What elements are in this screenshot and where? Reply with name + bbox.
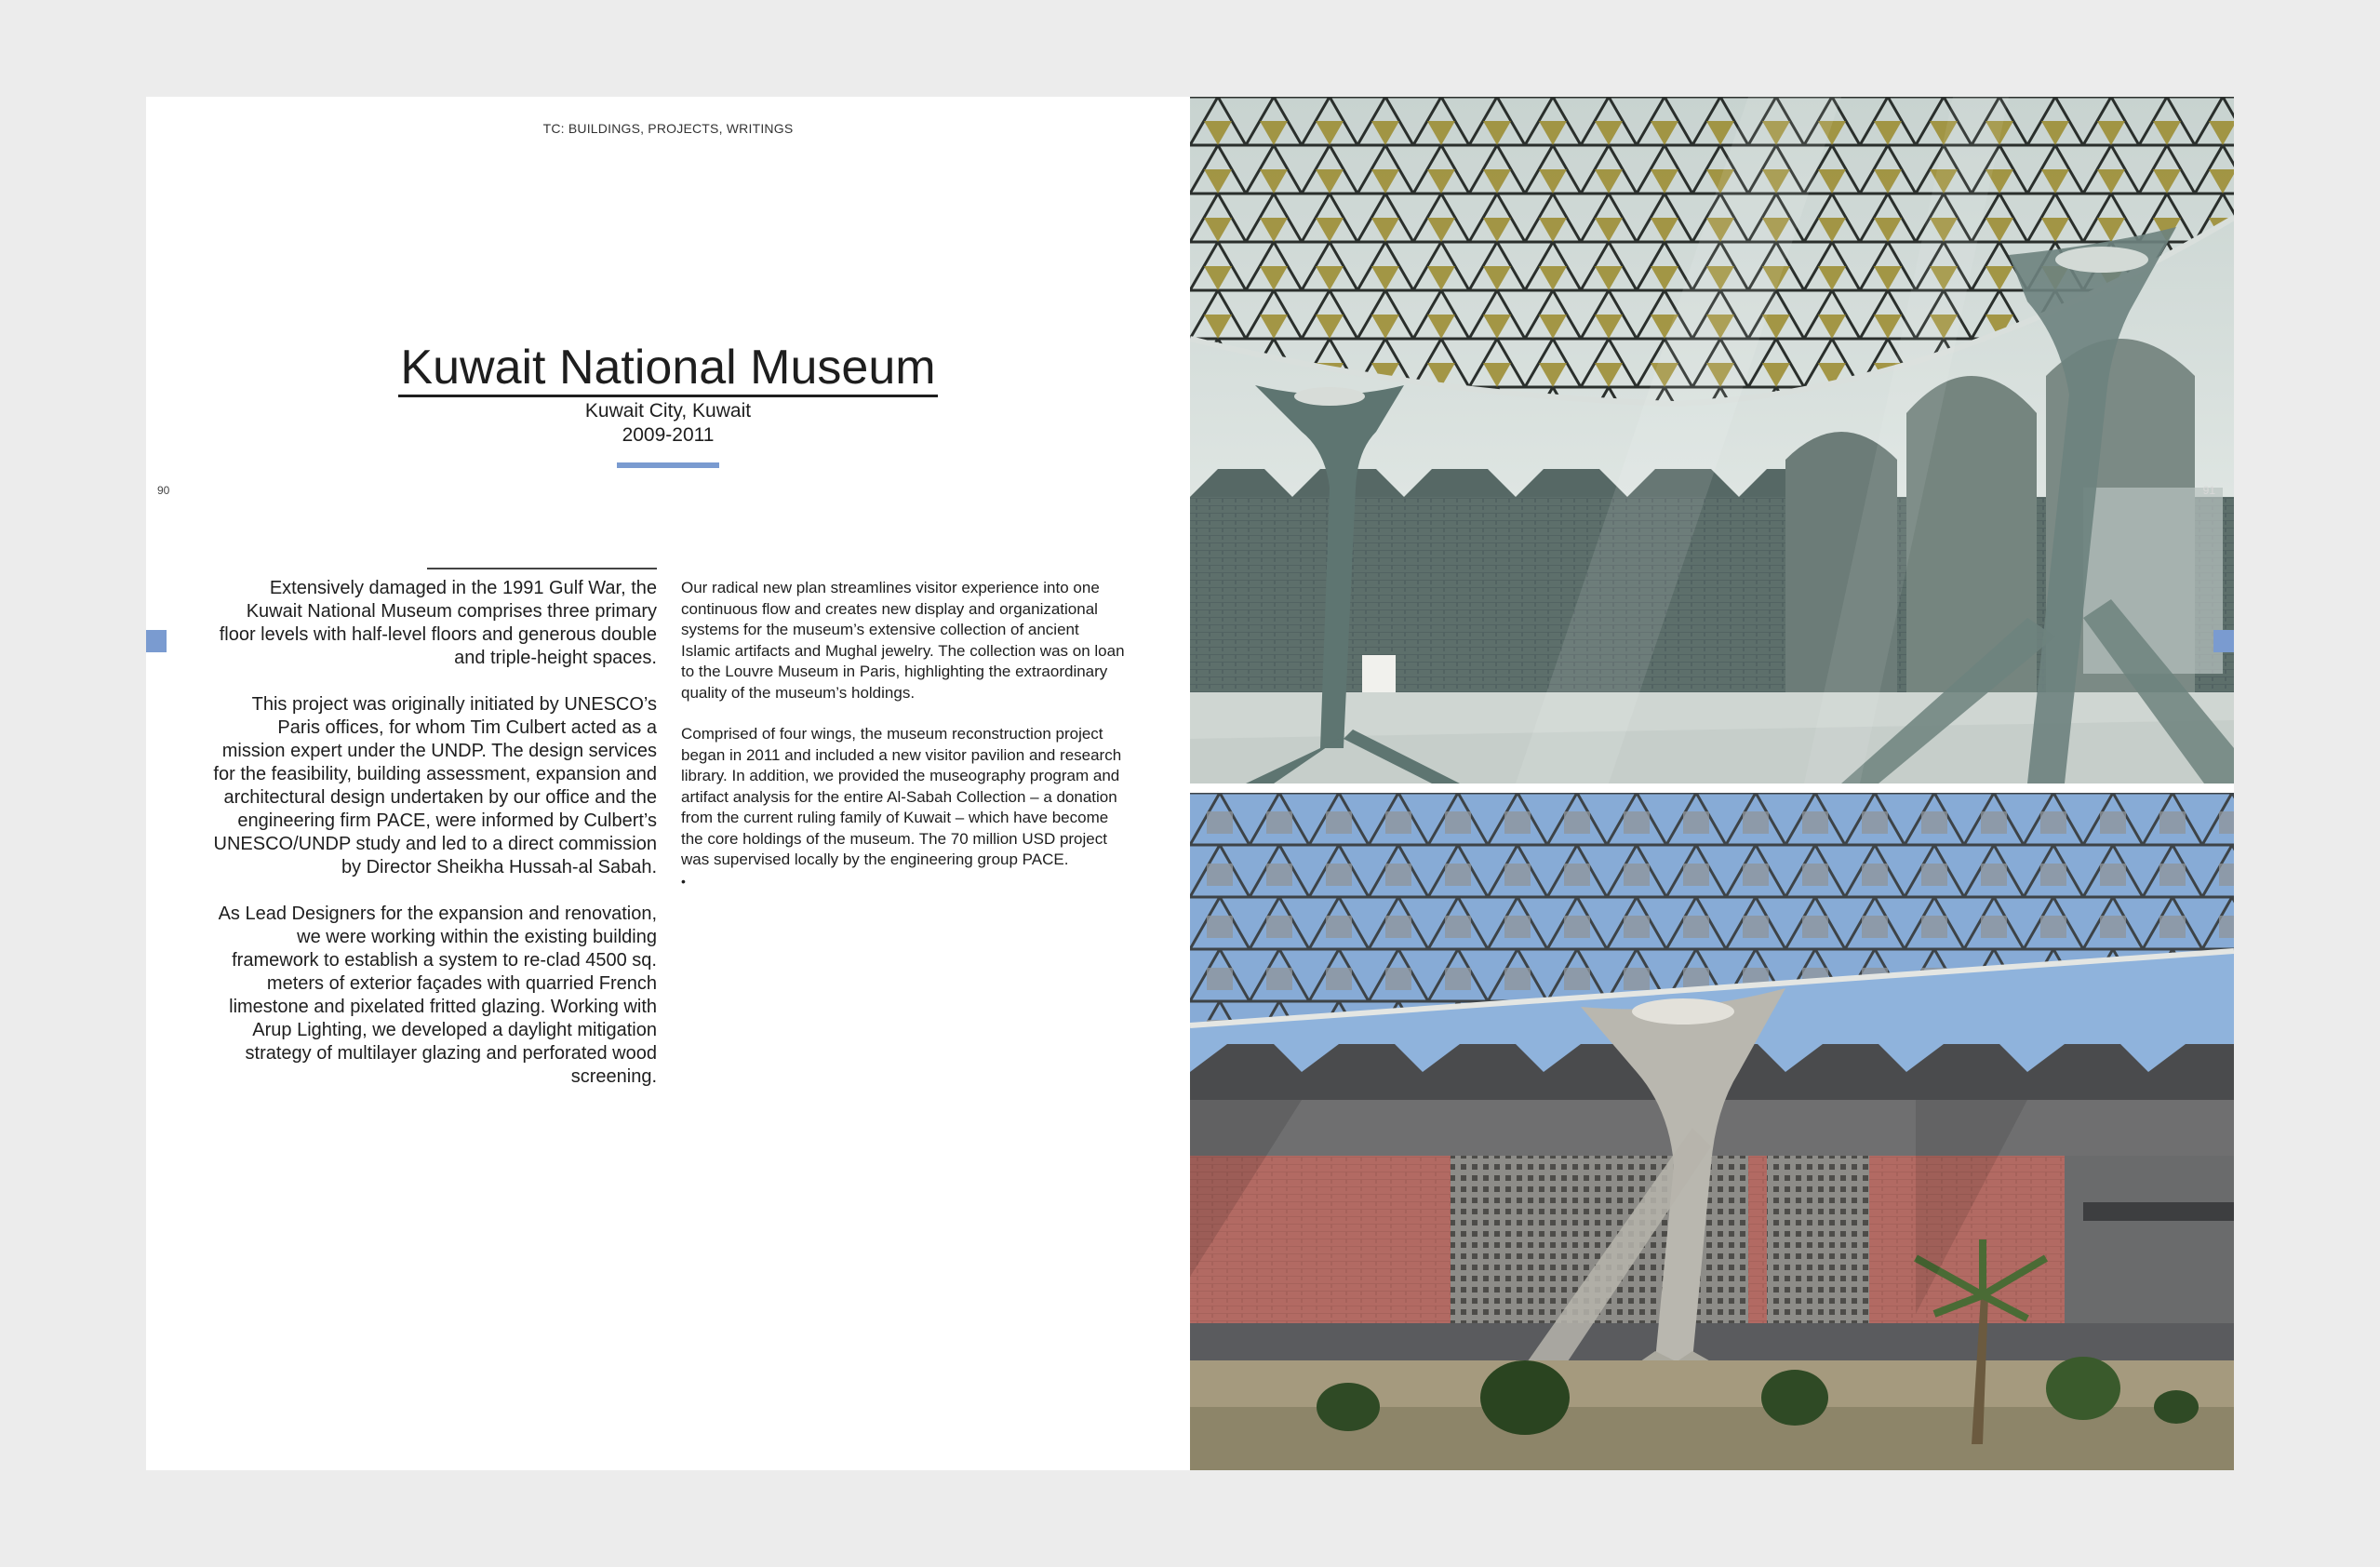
page-number-left: 90 xyxy=(157,484,170,497)
section-tab-marker-left xyxy=(146,630,167,652)
paragraph: Comprised of four wings, the museum reconstruction project began in 2011 and included a new visitor pavilion and research library. In addition, we provided the museography program and artifact analysis for the entire Al-Sabah Collection – a donation from the current ruling family of Kuwait – which have become the core holdings of the museum. The 70 million USD project was supervised locally by the engineering group PACE. xyxy=(681,725,1122,868)
left-text-column xyxy=(211,577,657,1112)
project-title: Kuwait National Museum xyxy=(398,341,937,397)
running-head: TC: BUILDINGS, PROJECTS, WRITINGS xyxy=(542,121,794,136)
right-text-column xyxy=(681,578,1128,888)
page-number-right: 91 xyxy=(2202,484,2215,497)
museum-exterior-illustration xyxy=(1190,793,2234,1470)
title-block xyxy=(146,341,1190,468)
column-rule xyxy=(427,568,657,569)
museum-interior-illustration xyxy=(1190,97,2234,784)
left-page xyxy=(146,97,1190,1470)
right-page xyxy=(1190,97,2234,1470)
paragraph: Extensively damaged in the 1991 Gulf War, the Kuwait National Museum comprises three primary floor levels with half-level floors and generous double and triple-height spaces. xyxy=(219,578,657,668)
section-tab-marker-right xyxy=(2213,630,2234,652)
project-location: Kuwait City, Kuwait xyxy=(584,400,752,422)
paragraph: Our radical new plan streamlines visitor experience into one continuous flow and creates new display and organizational systems for the museum’s extensive collection of ancient Islamic artifacts and Mughal jewelry. The collection was on loan to the Louvre Museum in Paris, highlighting the extraordinary quality of the museum’s holdings. xyxy=(681,579,1125,702)
paragraph: As Lead Designers for the expansion and renovation, we were working within the existing building framework to establish a system to re-clad 4500 sq. meters of exterior façades with quarried French limestone and pixelated fritted glazing. Working with Arup Lighting, we developed a daylight mitigation strategy of multilayer glazing and perforated wood screening. xyxy=(218,904,657,1087)
museum-interior-photo xyxy=(1190,97,2234,784)
title-accent-rule xyxy=(617,462,719,468)
museum-exterior-photo xyxy=(1190,793,2234,1470)
end-bullet: • xyxy=(681,873,686,889)
paragraph: This project was originally initiated by UNESCO’s Paris offices, for whom Tim Culbert acted as a mission expert under the UNDP. The design services for the feasibility, building assessment, expansion and architectural design undertaken by our office and the engineering firm PACE, were informed by Culbert’s UNESCO/UNDP study and led to a direct commission by Director Sheikha Hussah-al Sabah. xyxy=(213,694,657,877)
project-years: 2009-2011 xyxy=(622,424,715,446)
book-spread xyxy=(146,97,2234,1470)
